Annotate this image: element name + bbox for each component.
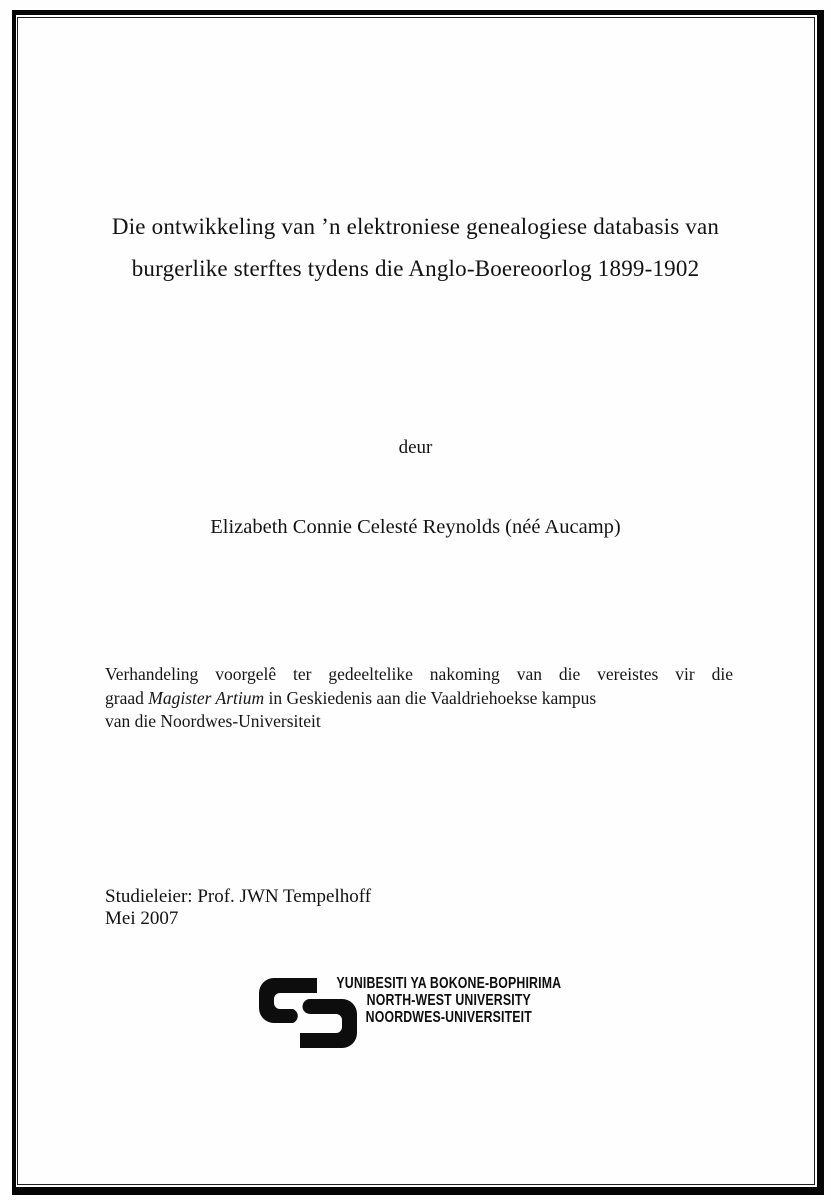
thesis-title-line2: burgerlike sterftes tydens die Anglo-Boereoorlog 1899-1902 [131,256,700,281]
statement-line2-post: in Geskiedenis aan die Vaaldriehoekse kampus [264,687,597,708]
statement-line3: van die Noordwes-Universiteit [105,711,321,731]
thesis-title [40,206,791,290]
degree-statement [105,663,733,734]
nwu-logo-text [320,975,578,1026]
author-name: Elizabeth Connie Celesté Reynolds (néé Aucamp) [210,516,621,538]
supervisor-line: Studieleier: Prof. JWN Tempelhoff [105,886,372,907]
degree-name-italic: Magister Artium [148,687,265,708]
statement-line1: Verhandeling voorgelê ter gedeeltelike nakoming van die vereistes vir die [105,664,733,684]
thesis-title-line1: Die ontwikkeling van ’n elektroniese genealogiese databasis van [111,214,720,239]
nwu-logo-line2: NORTH-WEST UNIVERSITY [366,992,531,1009]
statement-line2 [105,687,733,711]
supervisor-block [105,886,371,930]
byline-deur: deur [398,437,433,458]
nwu-logo-line1: YUNIBESITI YA BOKONE-BOPHIRIMA [336,975,562,992]
nwu-logo-line3: NOORDWES-UNIVERSITEIT [365,1009,532,1026]
statement-line2-pre: graad [105,687,149,708]
date-line: Mei 2007 [105,908,179,929]
